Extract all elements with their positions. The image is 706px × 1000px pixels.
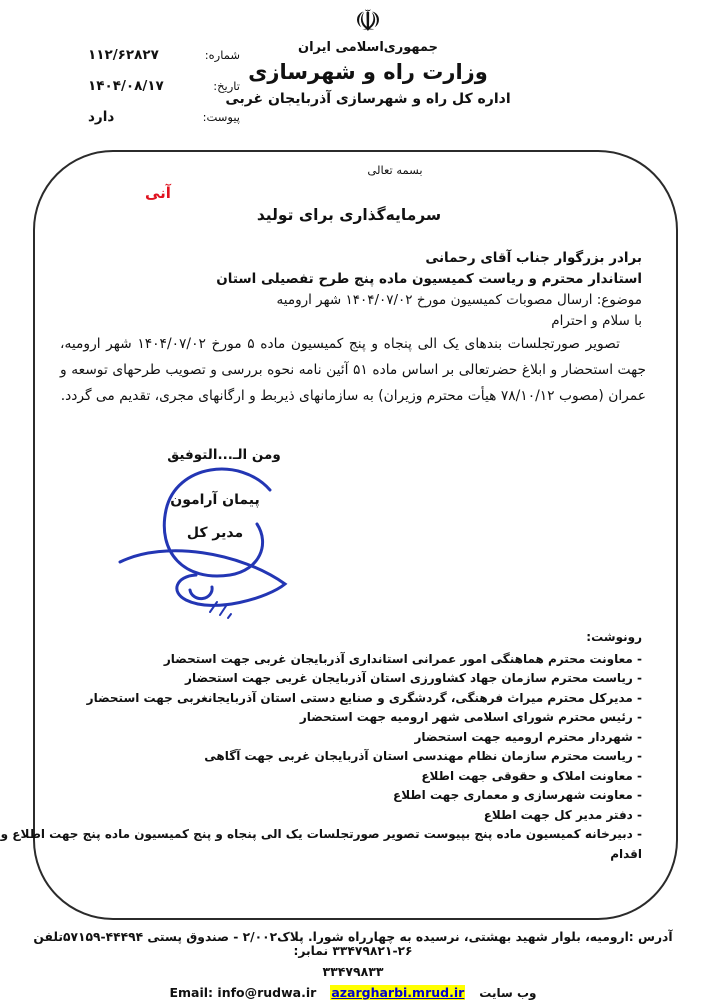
letter-body: تصویر صورتجلسات بندهای یک الی پنجاه و پنج کمیسیون ماده ۵ مورخ ۱۴۰۴/۰۷/۰۲ شهر ارومیه، جهت استحضار و ابلاغ حضرتعالی بر اساس ماده ۵۱ آئین نامه نحوه بررسی و تصویب طرحهای توسعه و عمران (مصوب ۷۸/۱۰/۱۲ هیأت محترم وزیران) به سازمانهای ذیربط و ارگانهای مجری، تقدیم می گردد. (60, 336, 646, 404)
besmele-text: بسمه تعالی (367, 163, 423, 177)
cc-item: - رئیس محترم شورای اسلامی شهر ارومیه جهت استحضار (299, 710, 642, 724)
cc-item: - معاونت محترم هماهنگی امور عمرانی استانداری آذربایجان غربی جهت استحضار (163, 651, 642, 666)
contact-row (0, 985, 706, 1000)
letter-footer (0, 930, 706, 1000)
cc-item: - معاونت شهرسازی و معماری جهت اطلاع (393, 788, 642, 802)
signer-name: پیمان آرامون (170, 492, 260, 508)
number-label: شماره: (204, 48, 240, 62)
subject-line: موضوع: ارسال مصوبات کمیسیون مورخ ۱۴۰۴/۰۷/۰۲ شهر ارومیه (276, 292, 642, 308)
letter-title: سرمایه‌گذاری برای تولید (256, 206, 442, 224)
cc-item: - ریاست محترم سازمان نظام مهندسی استان آذربایجان غربی جهت آگاهی (204, 749, 642, 763)
cc-item: - مدیرکل محترم میراث فرهنگی، گردشگری و صنایع دستی استان آذربایجانغربی جهت استحضار (86, 690, 642, 705)
recipient-position: استاندار محترم و ریاست کمیسیون ماده پنج طرح تفصیلی استان (216, 271, 642, 287)
urgency-stamp: آنی (145, 184, 171, 202)
signer-title: مدیر کل (186, 525, 244, 541)
cc-block (0, 628, 642, 864)
date-label: تاریخ: (213, 79, 240, 93)
cc-item: - ریاست محترم سازمان جهاد کشاورزی استان آذربایجان غربی جهت استحضار (185, 671, 642, 685)
salutation-line: با سلام و احترام (551, 313, 642, 329)
meta-date-row (88, 78, 240, 94)
number-value: ۱۱۲/۶۲۸۲۷ (88, 47, 159, 63)
website-label: وب سایت (479, 986, 537, 1000)
signer-block (150, 492, 280, 541)
date-value: ۱۴۰۴/۰۸/۱۷ (88, 78, 164, 94)
closing-phrase: ومن الـ...التوفیق (167, 447, 281, 463)
email-text: Email: info@rudwa.ir (169, 985, 317, 1000)
cc-label: رونوشت: (586, 630, 642, 644)
cc-item: - دبیرخانه کمیسیون ماده پنج بپیوست تصویر صورتجلسات یک الی پنجاه و پنج کمیسیون ماده پنج جهت اطلاع و اقدام (0, 827, 642, 861)
meta-attachment-row (88, 109, 240, 125)
country-name: جمهوری‌اسلامی ایران (297, 40, 439, 55)
iran-emblem-icon: ☫ (354, 4, 382, 39)
cc-item: - دفتر مدیر کل جهت اطلاع (483, 807, 642, 822)
fax-number: ۳۳۴۷۹۸۳۳ (322, 964, 384, 979)
recipient-name: برادر بزرگوار جناب آقای رحمانی (425, 250, 642, 266)
ministry-name: وزارت راه و شهرسازی (248, 60, 488, 84)
cc-item: - معاونت املاک و حقوقی جهت اطلاع (421, 768, 642, 783)
website-link[interactable]: azargharbi.mrud.ir (331, 985, 465, 1000)
recipient-block (216, 248, 642, 332)
department-name: اداره کل راه و شهرسازی آذربایجان غربی (225, 91, 511, 107)
cc-item: - شهردار محترم ارومیه جهت استحضار (414, 729, 642, 744)
attachment-value: دارد (88, 109, 115, 125)
attachment-label: پیوست: (202, 110, 240, 124)
address-line: آدرس :ارومیه، بلوار شهید بهشتی، نرسیده به چهارراه شورا. پلاک۲/۰۰۲ - صندوق پستی ۴۴۴۹۴-۵۷۱۵۹تلفن ۲۶-۳۳۴۷۹۸۲۱ نمابر: (33, 930, 673, 958)
letter-meta (88, 47, 240, 140)
meta-number-row (88, 47, 240, 63)
